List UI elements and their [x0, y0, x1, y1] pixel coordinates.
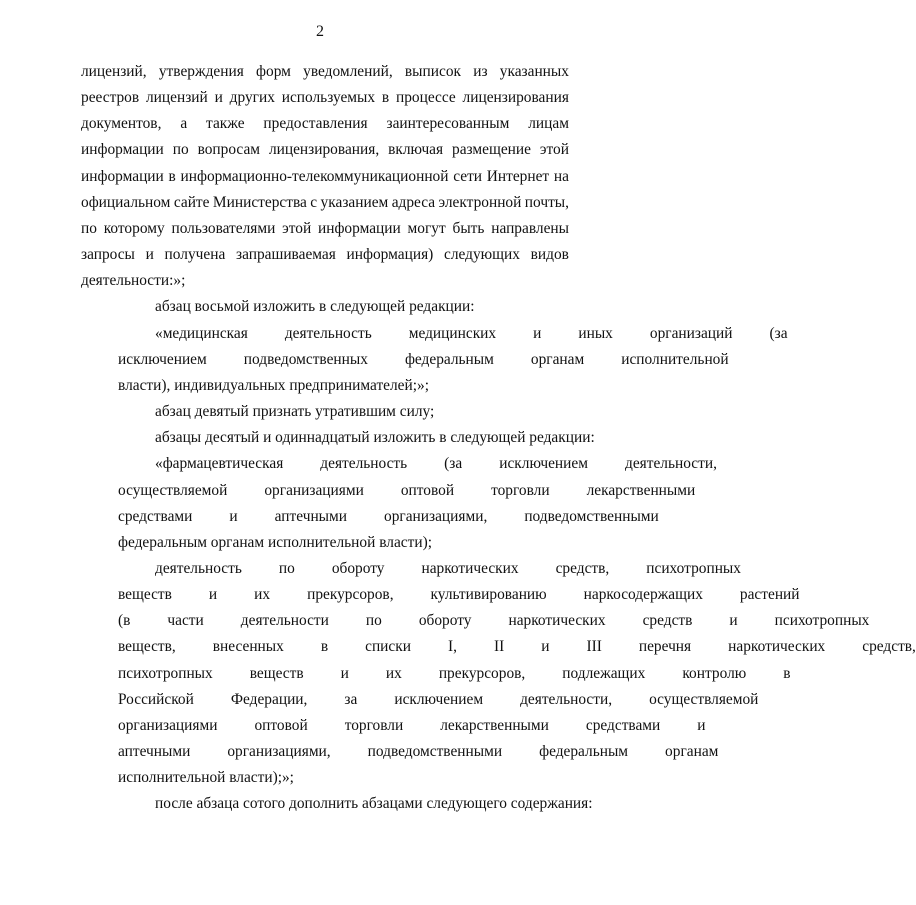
word: организациями,: [227, 743, 331, 761]
text-line: [81, 451, 717, 477]
text-line: [81, 478, 696, 504]
word: утверждения: [158, 63, 244, 80]
word: почты,: [524, 193, 569, 211]
word: из: [473, 63, 488, 80]
text-line: федеральным органам исполнительной власти);: [118, 533, 432, 551]
word: информация): [346, 246, 434, 264]
word: указанием: [320, 193, 389, 211]
word: и: [229, 507, 238, 525]
word: осуществляемой: [649, 690, 759, 708]
word: и: [340, 664, 349, 682]
word: на: [553, 167, 569, 185]
word: деятельность: [320, 455, 408, 473]
paragraph: [81, 556, 916, 791]
word: средств: [642, 612, 693, 630]
word: документов,: [81, 115, 162, 133]
word: средствами: [118, 507, 193, 525]
word: лицензий,: [81, 63, 147, 80]
text-line: деятельности:»;: [81, 272, 186, 290]
word: «медицинская: [155, 324, 248, 342]
word: получена: [164, 246, 226, 264]
word: оптовой: [400, 481, 455, 499]
word: вопросам: [197, 141, 261, 159]
text-line: [81, 504, 659, 530]
word: уведомлений,: [303, 63, 393, 80]
word: электронной: [438, 193, 522, 211]
text-line: [81, 190, 569, 216]
word: и: [214, 89, 223, 107]
text-line: [81, 661, 791, 687]
word: и: [541, 638, 550, 656]
word: адреса: [391, 193, 436, 211]
word: психотропных: [118, 664, 213, 682]
word: организациями: [264, 481, 364, 499]
word: предоставления: [263, 115, 368, 133]
word: запросы: [81, 246, 135, 264]
word: подведомственных: [243, 350, 368, 368]
word: других: [229, 89, 275, 107]
word: органам: [665, 743, 719, 761]
text-line: [81, 216, 569, 242]
word: федеральным: [539, 743, 629, 761]
word: оптовой: [254, 716, 308, 734]
word: внесенных: [212, 638, 284, 656]
word: процессе: [395, 89, 456, 107]
word: I,: [447, 638, 457, 656]
text-line: абзацы десятый и одиннадцатый изложить в следующей редакции:: [155, 429, 595, 447]
text-line: после абзаца сотого дополнить абзацами следующего содержания:: [155, 795, 593, 813]
word: этой: [282, 219, 312, 237]
word: размещение: [452, 141, 531, 159]
word: по: [365, 612, 382, 630]
word: исполнительной: [621, 350, 729, 368]
word: включая: [388, 141, 444, 159]
word: органам: [530, 350, 585, 368]
word: по: [81, 219, 97, 237]
paragraph: [81, 294, 569, 320]
word: перечня: [638, 638, 692, 656]
text-line: [81, 85, 569, 111]
word: сайте: [173, 193, 210, 211]
word: реестров: [81, 89, 140, 107]
word: веществ: [249, 664, 304, 682]
word: подлежащих: [562, 664, 646, 682]
word: обороту: [331, 559, 385, 577]
word: (за: [769, 324, 788, 342]
word: в: [320, 638, 329, 656]
word: контролю: [682, 664, 747, 682]
text-line: [81, 347, 729, 373]
word: средствами: [585, 716, 661, 734]
word: торговли: [491, 481, 550, 499]
word: видов: [530, 246, 569, 264]
word: и: [697, 716, 706, 734]
paragraph: [81, 399, 569, 425]
word: растений: [739, 586, 800, 604]
word: веществ: [118, 586, 172, 604]
word: деятельности,: [624, 455, 717, 473]
word: иных: [578, 324, 613, 342]
word: списки: [365, 638, 411, 656]
paragraph: [81, 451, 717, 556]
word: прекурсоров,: [307, 586, 394, 604]
word: лекарственными: [586, 481, 696, 499]
word: по: [172, 141, 189, 159]
word: аптечными: [274, 507, 348, 525]
word: и: [208, 586, 218, 604]
word: в: [168, 167, 176, 185]
word: Министерства: [212, 193, 307, 211]
text-line: [81, 713, 706, 739]
word: и: [729, 612, 738, 630]
word: обороту: [418, 612, 472, 630]
word: могут: [407, 219, 446, 237]
word: (в: [118, 612, 131, 630]
word: а: [180, 115, 188, 133]
word: культивированию: [430, 586, 547, 604]
word: организациями,: [384, 507, 488, 525]
word: форм: [256, 63, 291, 80]
word: подведомственными: [367, 743, 503, 761]
text-line: [81, 242, 569, 268]
word: прекурсоров,: [438, 664, 526, 682]
word: организациями: [118, 716, 218, 734]
word: этой: [539, 141, 569, 159]
word: медицинских: [408, 324, 497, 342]
word: официальном: [81, 193, 171, 211]
paragraph: [81, 425, 595, 451]
word: наркотических: [728, 638, 826, 656]
word: также: [206, 115, 245, 133]
word: исключением: [499, 455, 588, 473]
word: психотропных: [774, 612, 870, 630]
word: и: [533, 324, 542, 342]
word: лицам: [528, 115, 569, 133]
word: исключением: [394, 690, 484, 708]
word: следующих: [444, 246, 520, 264]
word: части: [167, 612, 204, 630]
word: за: [344, 690, 358, 708]
word: подведомственными: [524, 507, 659, 525]
word: федеральным: [404, 350, 494, 368]
word: деятельность: [284, 324, 372, 342]
word: веществ,: [118, 638, 176, 656]
word: сети: [453, 167, 483, 185]
word: по: [278, 559, 295, 577]
word: деятельности,: [520, 690, 613, 708]
word: в: [783, 664, 791, 682]
text-line: [81, 634, 916, 660]
text-line: [81, 164, 569, 190]
document-body: [81, 59, 916, 818]
text-line: [81, 556, 741, 582]
word: лицензирования,: [268, 141, 380, 159]
word: психотропных: [646, 559, 741, 577]
word: наркотических: [421, 559, 519, 577]
word: организаций: [649, 324, 733, 342]
text-line: [81, 582, 800, 608]
word: информации: [81, 141, 164, 159]
word: (за: [444, 455, 463, 473]
word: информации: [317, 219, 401, 237]
word: указанных: [499, 63, 569, 80]
word: быть: [452, 219, 485, 237]
paragraph: [81, 59, 569, 294]
text-line: [81, 321, 788, 347]
word: используемых: [281, 89, 376, 107]
word: их: [385, 664, 402, 682]
word: аптечными: [118, 743, 191, 761]
word: направлены: [491, 219, 569, 237]
page-number: 2: [316, 23, 324, 40]
word: Интернет: [486, 167, 550, 185]
word: лекарственными: [440, 716, 549, 734]
word: выписок: [404, 63, 461, 80]
paragraph: [81, 791, 593, 817]
word: деятельности: [240, 612, 329, 630]
text-line: абзац девятый признать утратившим силу;: [155, 403, 435, 421]
text-line: [81, 687, 759, 713]
word: с: [310, 193, 318, 211]
paragraph: [81, 321, 788, 399]
text-line: власти), индивидуальных предпринимателей;»;: [118, 376, 429, 394]
word: и: [145, 246, 154, 264]
text-line: [81, 739, 719, 765]
text-line: [81, 111, 569, 137]
word: заинтересованным: [386, 115, 510, 133]
text-line: абзац восьмой изложить в следующей редакции:: [155, 298, 475, 316]
word: Федерации,: [230, 690, 308, 708]
text-line: [81, 608, 870, 634]
word: Российской: [118, 690, 194, 708]
word: лицензирования: [462, 89, 569, 107]
word: лицензий: [145, 89, 208, 107]
word: информации: [81, 167, 164, 185]
word: средств,: [555, 559, 610, 577]
word: их: [254, 586, 271, 604]
word: информационно-телекоммуникационной: [180, 167, 449, 185]
text-line: [81, 59, 569, 85]
text-line: [81, 137, 569, 163]
word: наркосодержащих: [583, 586, 703, 604]
word: пользователями: [171, 219, 276, 237]
word: которому: [103, 219, 165, 237]
word: осуществляемой: [118, 481, 228, 499]
word: III: [586, 638, 602, 656]
word: «фармацевтическая: [155, 455, 284, 473]
word: в: [381, 89, 390, 107]
word: II: [493, 638, 505, 656]
text-line: исполнительной власти);»;: [118, 769, 294, 787]
word: исключением: [118, 350, 207, 368]
word: запрашиваемая: [236, 246, 336, 264]
word: торговли: [344, 716, 404, 734]
word: наркотических: [508, 612, 606, 630]
word: средств,: [862, 638, 916, 656]
word: деятельность: [155, 559, 242, 577]
